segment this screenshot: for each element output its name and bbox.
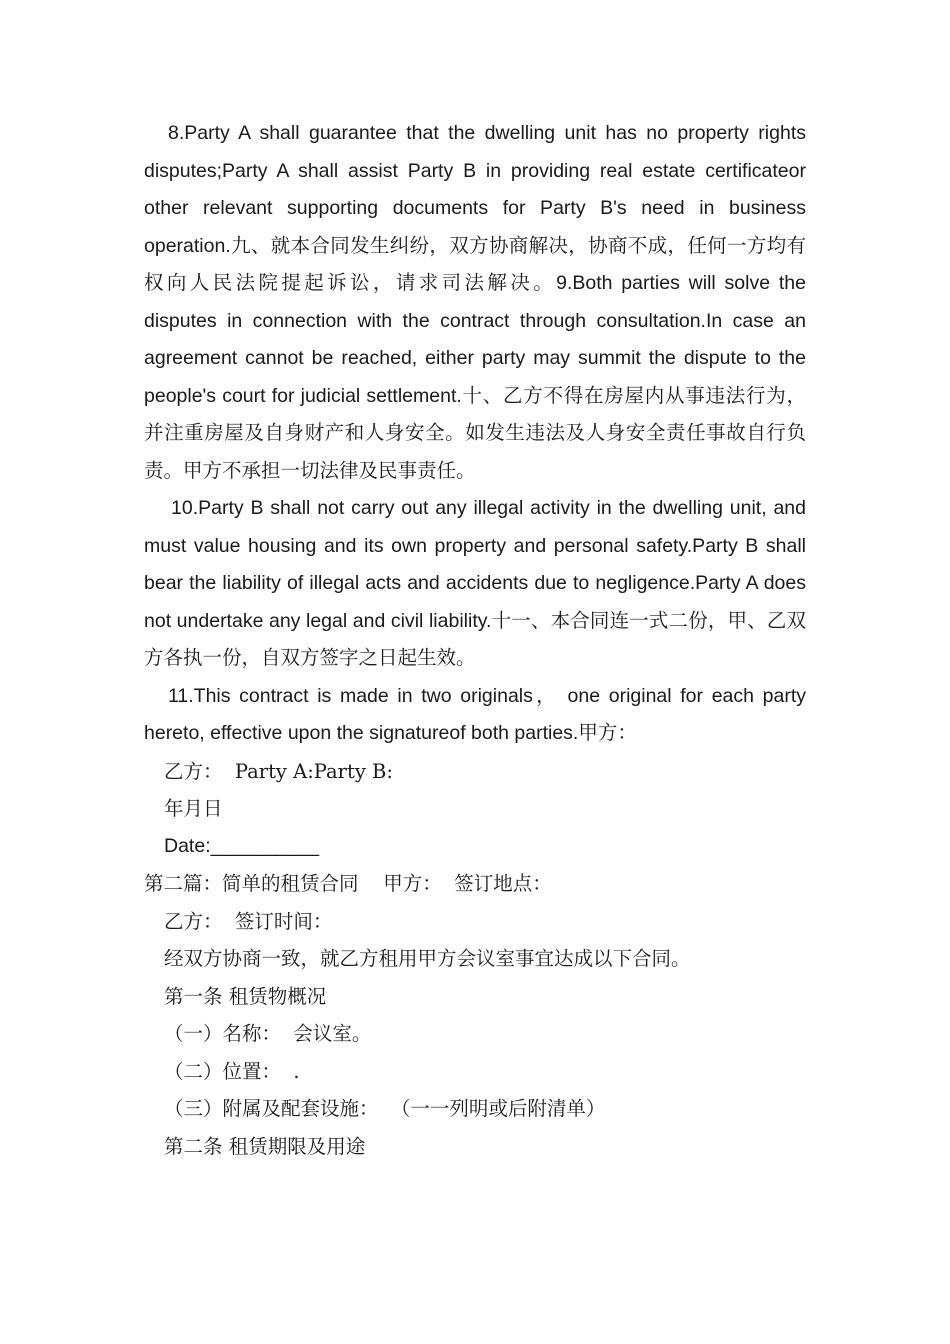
article-1-item-facilities: （三）附属及配套设施： （一一列明或后附清单） <box>164 1097 606 1120</box>
clause-8-paragraph: 8.Party A shall guarantee that the dwelling unit has no property rights disputes;Party A shall assist Party B in providing real estate certificateor other relevant supporting documents for Party B's need in business operation.九、就本合同发生纠纷，双方协商解决，协商不成，任何一方均有权向人民法院提起诉讼，请求司法解决。9.Both parties will solve the disputes in connection with the contract through consultation.In case an agreement cannot be reached, either party may summit the dispute to the people's court for judicial settlement.十、乙方不得在房屋内从事违法行为，并注重房屋及自身财产和人身安全。如发生违法及人身安全责任事故自行负责。甲方不承担一切法律及民事责任。 <box>144 122 806 482</box>
date-cn-line: 年月日 <box>164 797 223 820</box>
contract-intro: 经双方协商一致，就乙方租用甲方会议室事宜达成以下合同。 <box>164 947 691 970</box>
date-en-line: Date:__________ <box>164 834 320 857</box>
part-two-header: 第二篇：简单的租赁合同 甲方： 签订地点： <box>144 872 552 895</box>
party-b-signing-time: 乙方： 签订时间： <box>164 909 333 933</box>
document-body <box>144 115 806 1165</box>
article-1-item-name: （一）名称： 会议室。 <box>164 1022 372 1045</box>
article-1-item-location: （二）位置： . <box>164 1059 300 1083</box>
clause-10-paragraph: 10.Party B shall not carry out any illegal activity in the dwelling unit, and must value housing and its own property and personal safety.Party B shall bear the liability of illegal acts and accidents due to negligence.Party A does not undertake any legal and civil liability.十一、本合同连一式二份，甲、乙双方各执一份，自双方签字之日起生效。 <box>144 497 806 669</box>
signature-line: 乙方： Party A:Party B: <box>164 759 393 783</box>
article-1-heading: 第一条 租赁物概况 <box>164 984 327 1008</box>
article-2-heading: 第二条 租赁期限及用途 <box>164 1134 366 1158</box>
clause-11-paragraph: 11.This contract is made in two originals， one original for each party hereto, effective upon the signatureof both parties.甲方： <box>144 684 806 744</box>
